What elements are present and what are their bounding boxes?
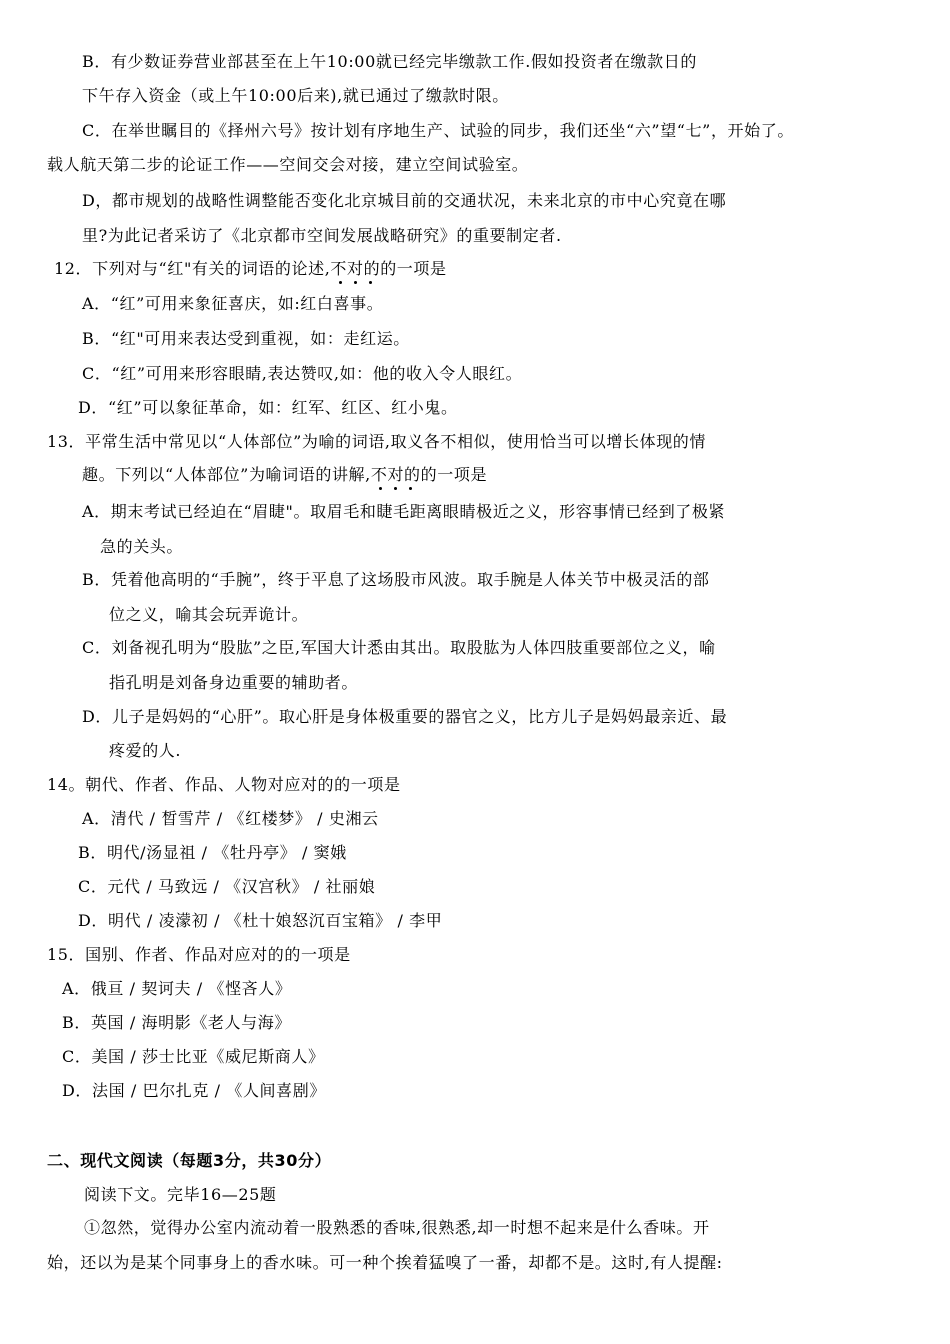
passage-paragraph-line1: ①忽然，觉得办公室内流动着一股熟悉的香味,很熟悉,却一时想不起来是什么香味。开 [84,1218,710,1237]
section-2-instruction: 阅读下文。完毕16—25题 [84,1185,277,1204]
q12-option-c: C．“红”可用来形容眼睛,表达赞叹,如：他的收入令人眼红。 [82,364,523,383]
q15-option-b: B．英国 / 海明影《老人与海》 [62,1013,291,1032]
q12-stem-emphasis: 不对的 [330,259,380,278]
q11-option-b-line1: B．有少数证券营业部甚至在上午10:00就已经完毕缴款工作.假如投资者在缴款日的 [82,52,697,71]
emphasis-dot [409,487,412,490]
q13-option-d-line1: D．儿子是妈妈的“心肝”。取心肝是身体极重要的器官之义，比方儿子是妈妈最亲近、最 [82,707,728,726]
q15-option-a: A．俄亘 / 契诃夫 / 《悭吝人》 [62,979,292,998]
q11-option-c-line2: 载人航天第二步的论证工作——空间交会对接，建立空间试验室。 [47,155,529,174]
q13-stem-emphasis: 不对的 [371,465,421,484]
section-2-heading: 二、现代文阅读（每题3分，共30分） [47,1151,332,1170]
q14-option-d: D．明代 / 凌濛初 / 《杜十娘怒沉百宝箱》 / 李甲 [78,911,443,930]
q13-option-a-line2: 急的关头。 [100,537,184,556]
q15-option-c: C．美国 / 莎士比亚《威尼斯商人》 [62,1047,325,1066]
q11-option-c-line1: C．在举世瞩目的《择州六号》按计划有序地生产、试验的同步，我们还坐“六”望“七”，开始了。 [82,121,794,140]
q14-option-a: A．清代 / 晳雪芹 / 《红楼梦》 / 史湘云 [82,809,379,828]
q13-option-c-line1: C．刘备视孔明为“股肱”之臣,军国大计悉由其出。取股肱为人体四肢重要部位之义，喻 [82,638,716,657]
q12-stem-tail: 的一项是 [380,259,447,278]
emphasis-dot [369,281,372,284]
q12-option-d: D．“红”可以象征革命，如：红军、红区、红小鬼。 [78,398,458,417]
q12-stem [54,259,447,279]
q14-option-c: C．元代 / 马致远 / 《汉宫秋》 / 社丽娘 [78,877,376,896]
q14-option-b: B．明代/汤显祖 / 《牡丹亭》 / 窦娥 [78,843,347,862]
q13-option-a-line1: A．期末考试已经迫在“眉睫"。取眉毛和睫毛距离眼睛极近之义，形容事情已经到了极紧 [82,502,726,521]
q11-option-b-line2: 下午存入资金（或上午10:00后来),就已通过了缴款时限。 [82,86,509,105]
q13-stem-line1: 13．平常生活中常见以“人体部位”为喻的词语,取义各不相似，使用恰当可以增长体现的情 [47,432,707,451]
passage-paragraph-line2: 始，还以为是某个同事身上的香水味。可一种个挨着猛嗅了一番，却都不是。这时,有人提醒: [47,1253,723,1272]
q13-stem-tail: 的一项是 [420,465,488,484]
q13-stem-text: 趣。下列以“人体部位”为喻词语的讲解, [82,465,371,484]
q13-option-b-line1: B．凭着他高明的“手腕”，终于平息了这场股市风波。取手腕是人体关节中极灵活的部 [82,570,710,589]
emphasis-dot [339,281,342,284]
emphasis-dot [394,487,397,490]
q13-option-c-line2: 指孔明是刘备身边重要的辅助者。 [109,673,359,692]
q12-stem-text: 12．下列对与“红"有关的词语的论述, [54,259,331,278]
q12-option-b: B．“红"可用来表达受到重视，如：走红运。 [82,329,410,348]
q15-stem: 15．国别、作者、作品对应对的的一项是 [47,945,351,964]
q14-stem: 14。朝代、作者、作品、人物对应对的的一项是 [47,775,401,794]
q13-option-b-line2: 位之义，喻其会玩弄诡计。 [109,605,309,624]
q12-option-a: A．“红”可用来象征喜庆，如:红白喜事。 [82,294,384,313]
q15-option-d: D．法国 / 巴尔扎克 / 《人间喜剧》 [62,1081,326,1100]
q11-option-d-line1: D，都市规划的战略性调整能否变化北京城目前的交通状况，未来北京的市中心究竟在哪 [82,191,727,210]
q13-stem-line2 [82,465,487,485]
q11-option-d-line2: 里?为此记者采访了《北京都市空间发展战略研究》的重要制定者. [82,226,562,245]
emphasis-dot [354,281,357,284]
q13-option-d-line2: 疼爱的人. [109,741,182,760]
emphasis-dot [379,487,382,490]
